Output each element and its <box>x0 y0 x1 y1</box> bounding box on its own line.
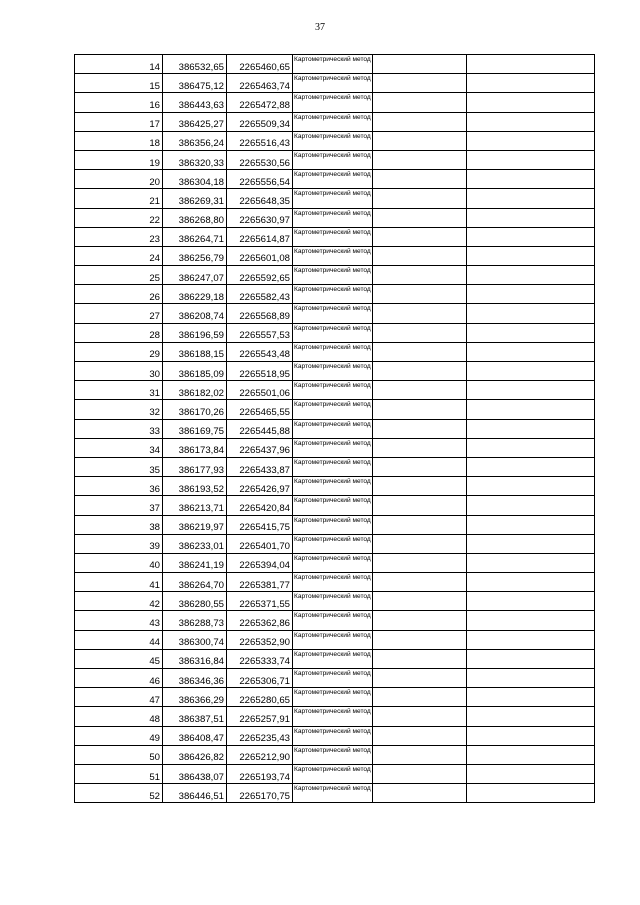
method-cell: Картометрический метод <box>293 477 373 496</box>
point-number-cell: 41 <box>75 573 163 592</box>
empty-cell <box>373 246 467 265</box>
y-coordinate-cell: 2265193,74 <box>227 764 293 783</box>
y-coordinate-cell: 2265437,96 <box>227 438 293 457</box>
method-cell: Картометрический метод <box>293 419 373 438</box>
method-cell: Картометрический метод <box>293 227 373 246</box>
table-row <box>75 227 595 246</box>
empty-cell <box>373 553 467 572</box>
point-number-cell: 45 <box>75 649 163 668</box>
method-cell: Картометрический метод <box>293 592 373 611</box>
empty-cell <box>373 784 467 803</box>
table-row <box>75 438 595 457</box>
y-coordinate-cell: 2265556,54 <box>227 170 293 189</box>
table-row <box>75 573 595 592</box>
table-row <box>75 304 595 323</box>
table-row <box>75 323 595 342</box>
x-coordinate-cell: 386264,71 <box>163 227 227 246</box>
y-coordinate-cell: 2265460,65 <box>227 55 293 74</box>
point-number-cell: 18 <box>75 131 163 150</box>
x-coordinate-cell: 386475,12 <box>163 74 227 93</box>
empty-cell <box>467 764 595 783</box>
x-coordinate-cell: 386425,27 <box>163 112 227 131</box>
method-cell: Картометрический метод <box>293 784 373 803</box>
empty-cell <box>373 688 467 707</box>
empty-cell <box>373 611 467 630</box>
empty-cell <box>373 381 467 400</box>
y-coordinate-cell: 2265257,91 <box>227 707 293 726</box>
point-number-cell: 37 <box>75 496 163 515</box>
empty-cell <box>373 93 467 112</box>
x-coordinate-cell: 386219,97 <box>163 515 227 534</box>
table-row <box>75 285 595 304</box>
x-coordinate-cell: 386446,51 <box>163 784 227 803</box>
y-coordinate-cell: 2265601,08 <box>227 246 293 265</box>
point-number-cell: 44 <box>75 630 163 649</box>
point-number-cell: 27 <box>75 304 163 323</box>
point-number-cell: 36 <box>75 477 163 496</box>
table-row <box>75 93 595 112</box>
point-number-cell: 31 <box>75 381 163 400</box>
y-coordinate-cell: 2265394,04 <box>227 553 293 572</box>
empty-cell <box>467 208 595 227</box>
table-row <box>75 515 595 534</box>
empty-cell <box>467 611 595 630</box>
x-coordinate-cell: 386300,74 <box>163 630 227 649</box>
y-coordinate-cell: 2265280,65 <box>227 688 293 707</box>
empty-cell <box>373 74 467 93</box>
method-cell: Картометрический метод <box>293 131 373 150</box>
empty-cell <box>467 649 595 668</box>
point-number-cell: 40 <box>75 553 163 572</box>
empty-cell <box>373 323 467 342</box>
empty-cell <box>373 438 467 457</box>
empty-cell <box>467 55 595 74</box>
x-coordinate-cell: 386196,59 <box>163 323 227 342</box>
method-cell: Картометрический метод <box>293 266 373 285</box>
point-number-cell: 17 <box>75 112 163 131</box>
y-coordinate-cell: 2265352,90 <box>227 630 293 649</box>
empty-cell <box>373 726 467 745</box>
x-coordinate-cell: 386387,51 <box>163 707 227 726</box>
empty-cell <box>373 515 467 534</box>
empty-cell <box>467 342 595 361</box>
x-coordinate-cell: 386280,55 <box>163 592 227 611</box>
y-coordinate-cell: 2265371,55 <box>227 592 293 611</box>
y-coordinate-cell: 2265306,71 <box>227 669 293 688</box>
empty-cell <box>373 496 467 515</box>
y-coordinate-cell: 2265415,75 <box>227 515 293 534</box>
empty-cell <box>467 515 595 534</box>
point-number-cell: 43 <box>75 611 163 630</box>
method-cell: Картометрический метод <box>293 630 373 649</box>
method-cell: Картометрический метод <box>293 285 373 304</box>
y-coordinate-cell: 2265401,70 <box>227 534 293 553</box>
table-row <box>75 592 595 611</box>
empty-cell <box>373 170 467 189</box>
table-row <box>75 630 595 649</box>
y-coordinate-cell: 2265463,74 <box>227 74 293 93</box>
table-row <box>75 688 595 707</box>
method-cell: Картометрический метод <box>293 764 373 783</box>
empty-cell <box>373 227 467 246</box>
table-row <box>75 55 595 74</box>
point-number-cell: 19 <box>75 150 163 169</box>
empty-cell <box>467 246 595 265</box>
empty-cell <box>467 573 595 592</box>
point-number-cell: 51 <box>75 764 163 783</box>
empty-cell <box>467 419 595 438</box>
y-coordinate-cell: 2265420,84 <box>227 496 293 515</box>
method-cell: Картометрический метод <box>293 170 373 189</box>
y-coordinate-cell: 2265568,89 <box>227 304 293 323</box>
empty-cell <box>373 266 467 285</box>
table-row <box>75 496 595 515</box>
empty-cell <box>467 266 595 285</box>
y-coordinate-cell: 2265433,87 <box>227 457 293 476</box>
empty-cell <box>373 534 467 553</box>
empty-cell <box>373 55 467 74</box>
point-number-cell: 20 <box>75 170 163 189</box>
x-coordinate-cell: 386268,80 <box>163 208 227 227</box>
empty-cell <box>467 285 595 304</box>
table-row <box>75 362 595 381</box>
y-coordinate-cell: 2265543,48 <box>227 342 293 361</box>
empty-cell <box>373 304 467 323</box>
x-coordinate-cell: 386264,70 <box>163 573 227 592</box>
empty-cell <box>467 323 595 342</box>
table-row <box>75 150 595 169</box>
x-coordinate-cell: 386532,65 <box>163 55 227 74</box>
empty-cell <box>467 669 595 688</box>
table-row <box>75 784 595 803</box>
y-coordinate-cell: 2265465,55 <box>227 400 293 419</box>
y-coordinate-cell: 2265472,88 <box>227 93 293 112</box>
method-cell: Картометрический метод <box>293 150 373 169</box>
y-coordinate-cell: 2265381,77 <box>227 573 293 592</box>
empty-cell <box>467 189 595 208</box>
empty-cell <box>373 400 467 419</box>
x-coordinate-cell: 386182,02 <box>163 381 227 400</box>
y-coordinate-cell: 2265518,95 <box>227 362 293 381</box>
table-row <box>75 246 595 265</box>
point-number-cell: 25 <box>75 266 163 285</box>
x-coordinate-cell: 386288,73 <box>163 611 227 630</box>
empty-cell <box>373 131 467 150</box>
y-coordinate-cell: 2265170,75 <box>227 784 293 803</box>
method-cell: Картометрический метод <box>293 400 373 419</box>
table-row <box>75 707 595 726</box>
empty-cell <box>373 707 467 726</box>
empty-cell <box>373 150 467 169</box>
y-coordinate-cell: 2265614,87 <box>227 227 293 246</box>
point-number-cell: 26 <box>75 285 163 304</box>
y-coordinate-cell: 2265509,34 <box>227 112 293 131</box>
x-coordinate-cell: 386229,18 <box>163 285 227 304</box>
point-number-cell: 24 <box>75 246 163 265</box>
x-coordinate-cell: 386366,29 <box>163 688 227 707</box>
point-number-cell: 52 <box>75 784 163 803</box>
point-number-cell: 35 <box>75 457 163 476</box>
method-cell: Картометрический метод <box>293 553 373 572</box>
empty-cell <box>373 764 467 783</box>
empty-cell <box>373 630 467 649</box>
x-coordinate-cell: 386185,09 <box>163 362 227 381</box>
empty-cell <box>373 457 467 476</box>
empty-cell <box>467 745 595 764</box>
x-coordinate-cell: 386426,82 <box>163 745 227 764</box>
method-cell: Картометрический метод <box>293 707 373 726</box>
point-number-cell: 29 <box>75 342 163 361</box>
empty-cell <box>467 707 595 726</box>
empty-cell <box>373 649 467 668</box>
empty-cell <box>467 592 595 611</box>
y-coordinate-cell: 2265582,43 <box>227 285 293 304</box>
empty-cell <box>467 112 595 131</box>
empty-cell <box>467 362 595 381</box>
empty-cell <box>467 93 595 112</box>
table-row <box>75 170 595 189</box>
y-coordinate-cell: 2265530,56 <box>227 150 293 169</box>
point-number-cell: 49 <box>75 726 163 745</box>
y-coordinate-cell: 2265212,90 <box>227 745 293 764</box>
method-cell: Картометрический метод <box>293 304 373 323</box>
x-coordinate-cell: 386443,63 <box>163 93 227 112</box>
method-cell: Картометрический метод <box>293 496 373 515</box>
table-row <box>75 342 595 361</box>
empty-cell <box>467 74 595 93</box>
x-coordinate-cell: 386269,31 <box>163 189 227 208</box>
empty-cell <box>467 553 595 572</box>
point-number-cell: 30 <box>75 362 163 381</box>
point-number-cell: 21 <box>75 189 163 208</box>
x-coordinate-cell: 386320,33 <box>163 150 227 169</box>
empty-cell <box>467 496 595 515</box>
y-coordinate-cell: 2265362,86 <box>227 611 293 630</box>
empty-cell <box>467 457 595 476</box>
method-cell: Картометрический метод <box>293 208 373 227</box>
table-row <box>75 457 595 476</box>
y-coordinate-cell: 2265426,97 <box>227 477 293 496</box>
table-row <box>75 400 595 419</box>
table-body <box>75 55 595 803</box>
point-number-cell: 34 <box>75 438 163 457</box>
table-row <box>75 419 595 438</box>
empty-cell <box>467 630 595 649</box>
table-row <box>75 381 595 400</box>
page-number: 37 <box>315 22 325 33</box>
empty-cell <box>467 400 595 419</box>
method-cell: Картометрический метод <box>293 438 373 457</box>
method-cell: Картометрический метод <box>293 74 373 93</box>
x-coordinate-cell: 386241,19 <box>163 553 227 572</box>
method-cell: Картометрический метод <box>293 726 373 745</box>
point-number-cell: 48 <box>75 707 163 726</box>
table-row <box>75 189 595 208</box>
empty-cell <box>373 285 467 304</box>
method-cell: Картометрический метод <box>293 649 373 668</box>
method-cell: Картометрический метод <box>293 534 373 553</box>
x-coordinate-cell: 386304,18 <box>163 170 227 189</box>
y-coordinate-cell: 2265235,43 <box>227 726 293 745</box>
empty-cell <box>373 112 467 131</box>
x-coordinate-cell: 386193,52 <box>163 477 227 496</box>
point-number-cell: 28 <box>75 323 163 342</box>
method-cell: Картометрический метод <box>293 515 373 534</box>
method-cell: Картометрический метод <box>293 669 373 688</box>
table-row <box>75 669 595 688</box>
x-coordinate-cell: 386408,47 <box>163 726 227 745</box>
table-row <box>75 477 595 496</box>
x-coordinate-cell: 386247,07 <box>163 266 227 285</box>
empty-cell <box>373 189 467 208</box>
method-cell: Картометрический метод <box>293 323 373 342</box>
empty-cell <box>373 477 467 496</box>
method-cell: Картометрический метод <box>293 381 373 400</box>
coordinates-table <box>74 54 595 803</box>
method-cell: Картометрический метод <box>293 246 373 265</box>
method-cell: Картометрический метод <box>293 362 373 381</box>
y-coordinate-cell: 2265630,97 <box>227 208 293 227</box>
empty-cell <box>373 362 467 381</box>
y-coordinate-cell: 2265445,88 <box>227 419 293 438</box>
x-coordinate-cell: 386208,74 <box>163 304 227 323</box>
point-number-cell: 39 <box>75 534 163 553</box>
empty-cell <box>373 419 467 438</box>
point-number-cell: 33 <box>75 419 163 438</box>
empty-cell <box>373 208 467 227</box>
point-number-cell: 50 <box>75 745 163 764</box>
method-cell: Картометрический метод <box>293 189 373 208</box>
y-coordinate-cell: 2265501,06 <box>227 381 293 400</box>
x-coordinate-cell: 386233,01 <box>163 534 227 553</box>
empty-cell <box>467 131 595 150</box>
empty-cell <box>467 477 595 496</box>
coordinates-table-container <box>74 54 595 803</box>
table-row <box>75 745 595 764</box>
table-row <box>75 74 595 93</box>
x-coordinate-cell: 386356,24 <box>163 131 227 150</box>
table-row <box>75 726 595 745</box>
method-cell: Картометрический метод <box>293 745 373 764</box>
empty-cell <box>467 534 595 553</box>
point-number-cell: 15 <box>75 74 163 93</box>
empty-cell <box>467 227 595 246</box>
table-row <box>75 112 595 131</box>
x-coordinate-cell: 386438,07 <box>163 764 227 783</box>
empty-cell <box>373 592 467 611</box>
y-coordinate-cell: 2265557,53 <box>227 323 293 342</box>
point-number-cell: 16 <box>75 93 163 112</box>
table-row <box>75 649 595 668</box>
table-row <box>75 553 595 572</box>
empty-cell <box>467 688 595 707</box>
point-number-cell: 23 <box>75 227 163 246</box>
method-cell: Картометрический метод <box>293 573 373 592</box>
empty-cell <box>467 381 595 400</box>
method-cell: Картометрический метод <box>293 688 373 707</box>
y-coordinate-cell: 2265333,74 <box>227 649 293 668</box>
table-row <box>75 611 595 630</box>
x-coordinate-cell: 386177,93 <box>163 457 227 476</box>
empty-cell <box>467 150 595 169</box>
empty-cell <box>373 745 467 764</box>
empty-cell <box>373 342 467 361</box>
empty-cell <box>467 784 595 803</box>
y-coordinate-cell: 2265516,43 <box>227 131 293 150</box>
empty-cell <box>467 170 595 189</box>
x-coordinate-cell: 386169,75 <box>163 419 227 438</box>
y-coordinate-cell: 2265592,65 <box>227 266 293 285</box>
method-cell: Картометрический метод <box>293 457 373 476</box>
table-row <box>75 764 595 783</box>
point-number-cell: 32 <box>75 400 163 419</box>
point-number-cell: 38 <box>75 515 163 534</box>
x-coordinate-cell: 386346,36 <box>163 669 227 688</box>
point-number-cell: 42 <box>75 592 163 611</box>
empty-cell <box>373 573 467 592</box>
point-number-cell: 47 <box>75 688 163 707</box>
empty-cell <box>467 304 595 323</box>
x-coordinate-cell: 386256,79 <box>163 246 227 265</box>
empty-cell <box>467 726 595 745</box>
x-coordinate-cell: 386170,26 <box>163 400 227 419</box>
method-cell: Картометрический метод <box>293 112 373 131</box>
method-cell: Картометрический метод <box>293 611 373 630</box>
empty-cell <box>467 438 595 457</box>
x-coordinate-cell: 386316,84 <box>163 649 227 668</box>
point-number-cell: 14 <box>75 55 163 74</box>
point-number-cell: 22 <box>75 208 163 227</box>
x-coordinate-cell: 386173,84 <box>163 438 227 457</box>
method-cell: Картометрический метод <box>293 342 373 361</box>
y-coordinate-cell: 2265648,35 <box>227 189 293 208</box>
method-cell: Картометрический метод <box>293 93 373 112</box>
table-row <box>75 266 595 285</box>
x-coordinate-cell: 386213,71 <box>163 496 227 515</box>
point-number-cell: 46 <box>75 669 163 688</box>
table-row <box>75 534 595 553</box>
x-coordinate-cell: 386188,15 <box>163 342 227 361</box>
method-cell: Картометрический метод <box>293 55 373 74</box>
table-row <box>75 208 595 227</box>
table-row <box>75 131 595 150</box>
empty-cell <box>373 669 467 688</box>
